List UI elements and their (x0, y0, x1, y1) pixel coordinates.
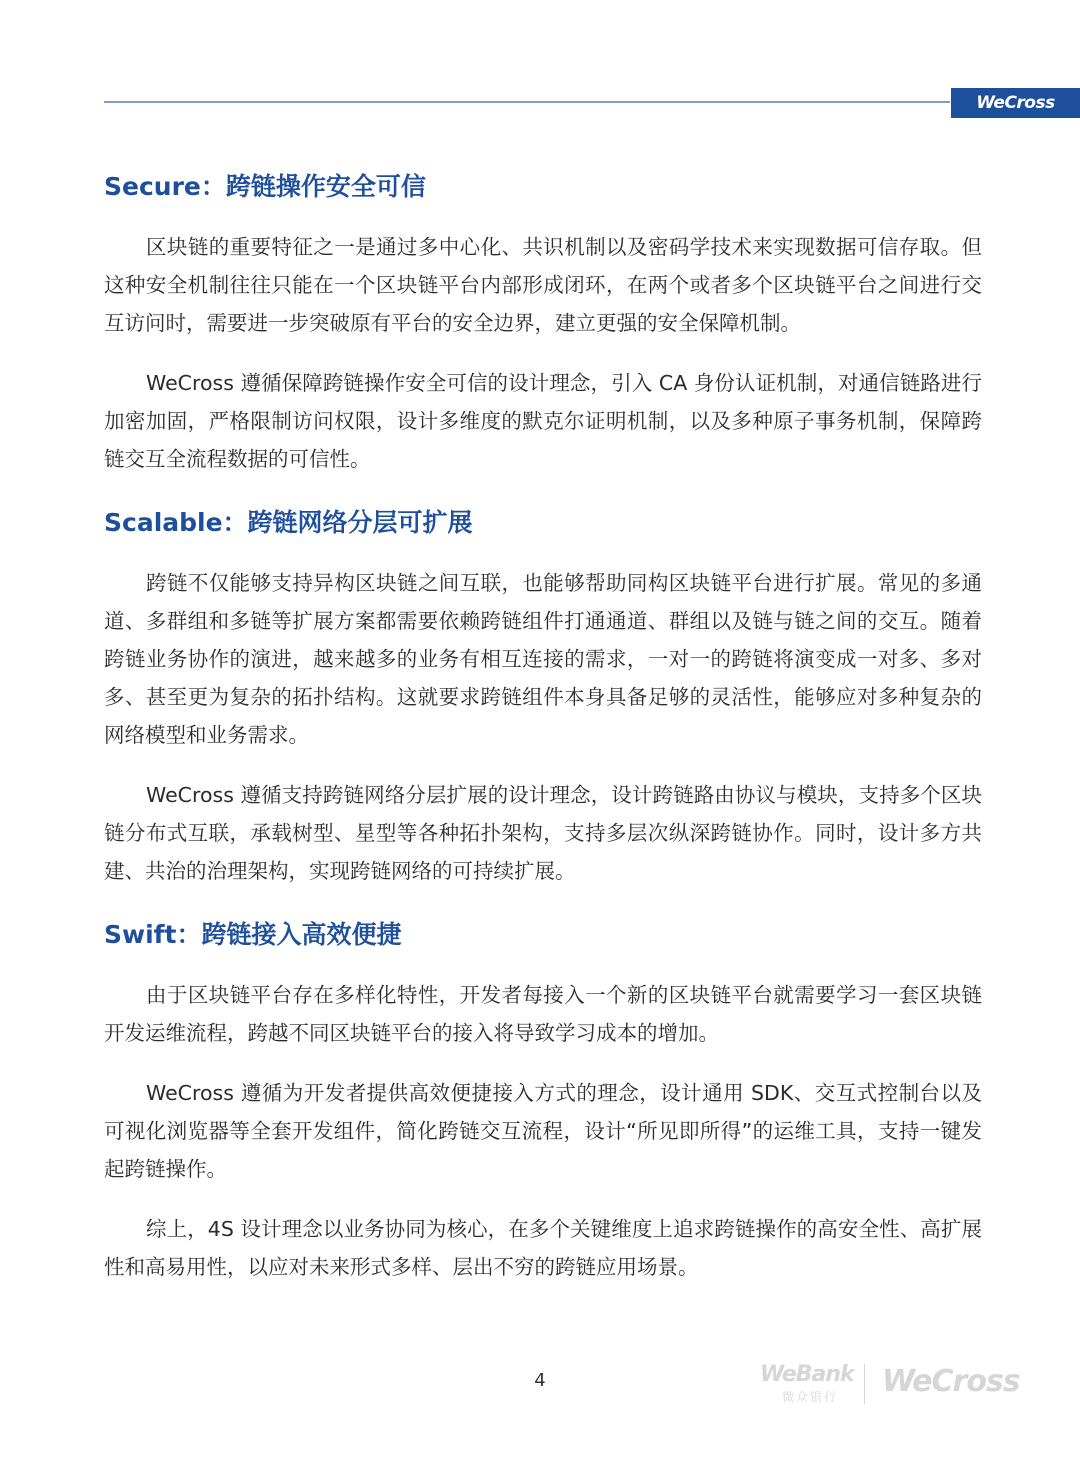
paragraph: WeCross 遵循保障跨链操作安全可信的设计理念，引入 CA 身份认证机制，对通信链路进行加密加固，严格限制访问权限，设计多维度的默克尔证明机制，以及多种原子事务机制，保障跨链交互全流程数据的可信性。 (104, 371, 982, 471)
section-heading-scalable: Scalable：跨链网络分层可扩展 (104, 508, 473, 537)
webank-logo-cn: 微众银行 (782, 1390, 839, 1404)
paragraph: 综上，4S 设计理念以业务协同为核心，在多个关键维度上追求跨链操作的高安全性、高扩展性和高易用性，以应对未来形式多样、层出不穷的跨链应用场景。 (104, 1217, 982, 1279)
paragraph: 区块链的重要特征之一是通过多中心化、共识机制以及密码学技术来实现数据可信存取。但这种安全机制往往只能在一个区块链平台内部形成闭环，在两个或者多个区块链平台之间进行交互访问时，需要进一步突破原有平台的安全边界，建立更强的安全保障机制。 (104, 235, 982, 335)
section-heading-secure: Secure：跨链操作安全可信 (104, 172, 426, 201)
wecross-footer-logo: WeCross (882, 1364, 1020, 1399)
footer-brand-logos (760, 1360, 1050, 1410)
webank-logo-text: WeBank (760, 1362, 854, 1387)
paragraph: WeCross 遵循为开发者提供高效便捷接入方式的理念，设计通用 SDK、交互式控制台以及可视化浏览器等全套开发组件，简化跨链交互流程，设计“所见即所得”的运维工具，支持一键发起跨链操作。 (104, 1081, 982, 1181)
paragraph: WeCross 遵循支持跨链网络分层扩展的设计理念，设计跨链路由协议与模块，支持多个区块链分布式互联，承载树型、星型等各种拓扑架构，支持多层次纵深跨链协作。同时，设计多方共建、共治的治理架构，实现跨链网络的可持续扩展。 (104, 783, 982, 883)
paragraph: 跨链不仅能够支持异构区块链之间互联，也能够帮助同构区块链平台进行扩展。常见的多通道、多群组和多链等扩展方案都需要依赖跨链组件打通通道、群组以及链与链之间的交互。随着跨链业务协作的演进，越来越多的业务有相互连接的需求，一对一的跨链将演变成一对多、多对多、甚至更为复杂的拓扑结构。这就要求跨链组件本身具备足够的灵活性，能够应对多种复杂的网络模型和业务需求。 (104, 571, 982, 747)
paragraph: 由于区块链平台存在多样化特性，开发者每接入一个新的区块链平台就需要学习一套区块链开发运维流程，跨越不同区块链平台的接入将导致学习成本的增加。 (104, 983, 982, 1045)
footer-divider (864, 1364, 865, 1404)
wecross-header-logo: WeCross (951, 88, 1080, 118)
page-number: 4 (534, 1370, 546, 1391)
header-rule (104, 101, 950, 103)
document-body (104, 164, 982, 1286)
section-heading-swift: Swift：跨链接入高效便捷 (104, 920, 402, 949)
